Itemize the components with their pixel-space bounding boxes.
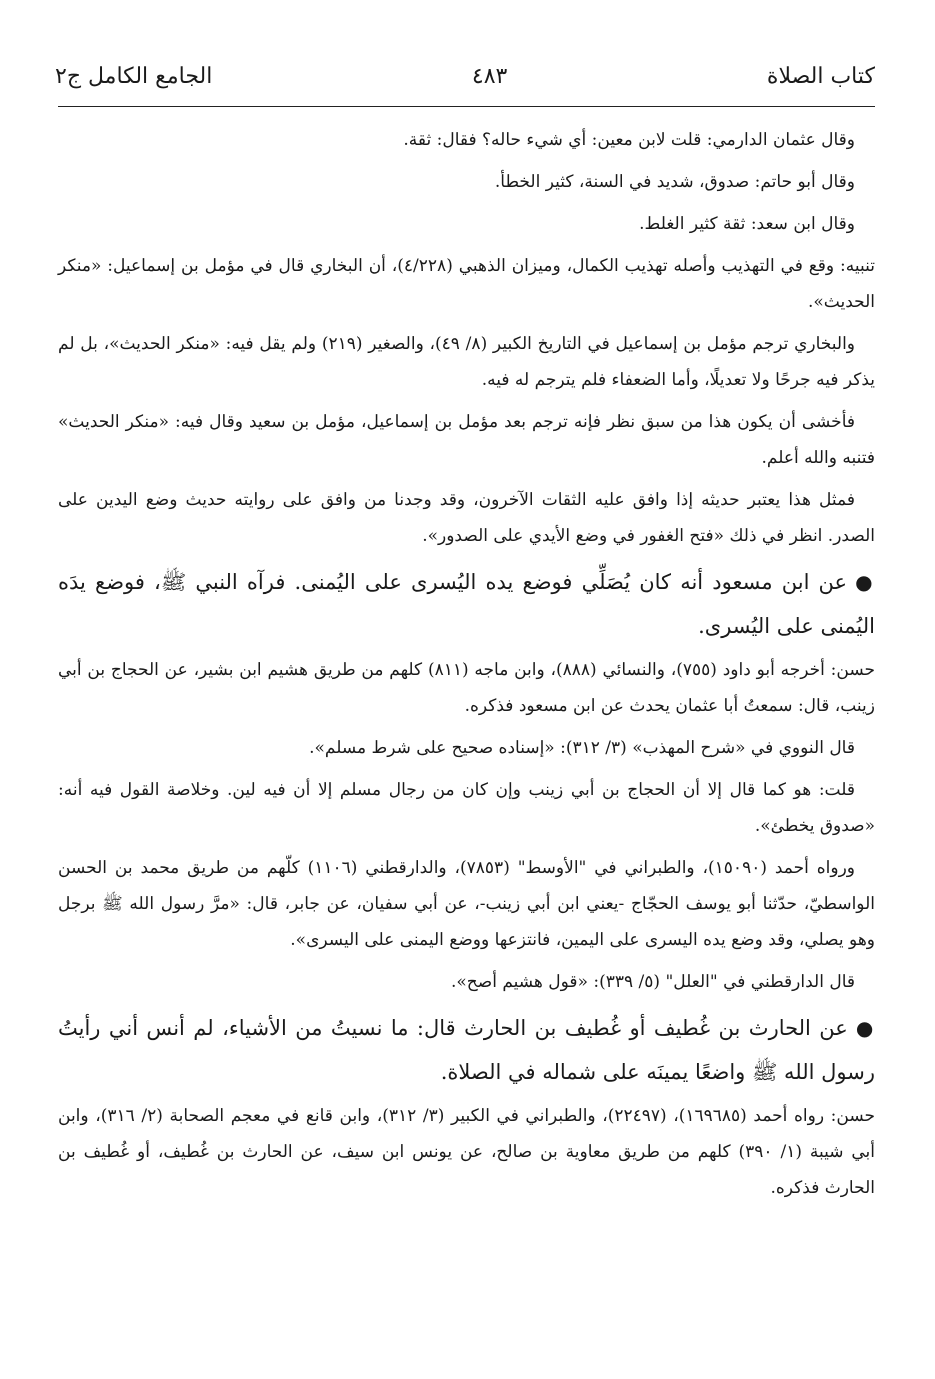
paragraph: تنبيه: وقع في التهذيب وأصله تهذيب الكمال، وميزان الذهبي (٤/٢٢٨)، أن البخاري قال في مؤمل بن إسماعيل: «منكر الحديث». [58,256,875,312]
hadith-body: عن ابن مسعود أنه كان يُصَلِّي فوضع يده اليُسرى على اليُمنى. فرآه النبي ﷺ، فوضع يدَه اليُمنى على اليُسرى. [58,570,875,638]
paragraph: والبخاري ترجم مؤمل بن إسماعيل في التاريخ الكبير (٨/ ٤٩)، والصغير (٢١٩) ولم يقل فيه: «منكر الحديث»، بل لم يذكر فيه جرحًا ولا تعديلًا، وأما الضعفاء فلم يترجم له فيه. [58,334,875,390]
paragraph: قال الدارقطني في "العلل" (٥/ ٣٣٩): «قول هشيم أصح». [450,972,855,992]
header-divider [58,106,875,107]
paragraph: حسن: أخرجه أبو داود (٧٥٥)، والنسائي (٨٨٨)، وابن ماجه (٨١١) كلهم من طريق هشيم ابن بشير، عن الحجاج بن أبي زينب، قال: سمعتُ أبا عثمان يحدث عن ابن مسعود فذكره. [58,660,875,716]
paragraph: وقال ابن سعد: ثقة كثير الغلط. [639,214,855,234]
chapter-title: كتاب الصلاة [766,63,875,89]
hadith-text [58,1006,875,1094]
page-header [55,52,875,100]
bullet-icon: ● [855,570,876,594]
book-title: الجامع الكامل ج٢ [55,63,213,89]
paragraph: قلت: هو كما قال إلا أن الحجاج بن أبي زينب وإن كان من رجال مسلم إلا أن فيه لين. وخلاصة القول فيه أنه: «صدوق يخطئ». [58,780,875,836]
paragraph: فأخشى أن يكون هذا من سبق نظر فإنه ترجم بعد مؤمل بن إسماعيل، مؤمل بن سعيد وقال فيه: «منكر الحديث» فتنبه والله أعلم. [58,412,875,468]
hadith-body: عن الحارث بن غُطيف أو غُطيف بن الحارث قال: ما نسيتُ من الأشياء، لم أنس أني رأيتُ رسول الله ﷺ واضعًا يمينَه على شماله في الصلاة. [58,1016,875,1084]
page-number: ٤٨٣ [471,63,508,89]
paragraph: وقال عثمان الدارمي: قلت لابن معين: أي شيء حاله؟ فقال: ثقة. [403,130,855,150]
paragraph: حسن: رواه أحمد (١٦٩٦٨٥)، (٢٢٤٩٧)، والطبراني في الكبير (٣/ ٣١٢)، وابن قانع في معجم الصحابة (٢/ ٣١٦)، وابن أبي شيبة (١/ ٣٩٠) كلهم من طريق معاوية بن صالح، عن يونس ابن سيف، عن الحارث بن غُطيف، أو غُطيف بن الحارث فذكره. [58,1106,875,1198]
hadith-text [58,560,875,648]
paragraph: وقال أبو حاتم: صدوق، شديد في السنة، كثير الخطأ. [494,172,855,192]
paragraph: ورواه أحمد (١٥٠٩٠)، والطبراني في "الأوسط" (٧٨٥٣)، والدارقطني (١١٠٦) كلّهم من طريق محمد بن الحسن الواسطيّ، حدّثنا أبو يوسف الحجّاج -يعني ابن أبي زينب-، عن أبي سفيان، عن جابر، قال: «مرَّ رسول الله ﷺ برجل وهو يصلي، وقد وضع يده اليسرى على اليمين، فانتزعها ووضع اليمنى على اليسرى». [58,858,875,950]
paragraph: قال النووي في «شرح المهذب» (٣/ ٣١٢): «إسناده صحيح على شرط مسلم». [309,738,855,758]
paragraph: فمثل هذا يعتبر حديثه إذا وافق عليه الثقات الآخرون، وقد وجدنا من وافق على روايته حديث وضع اليدين على الصدر. انظر في ذلك «فتح الغفور في وضع الأيدي على الصدور». [58,490,875,546]
page-body [58,122,875,1212]
bullet-icon: ● [855,1016,876,1040]
